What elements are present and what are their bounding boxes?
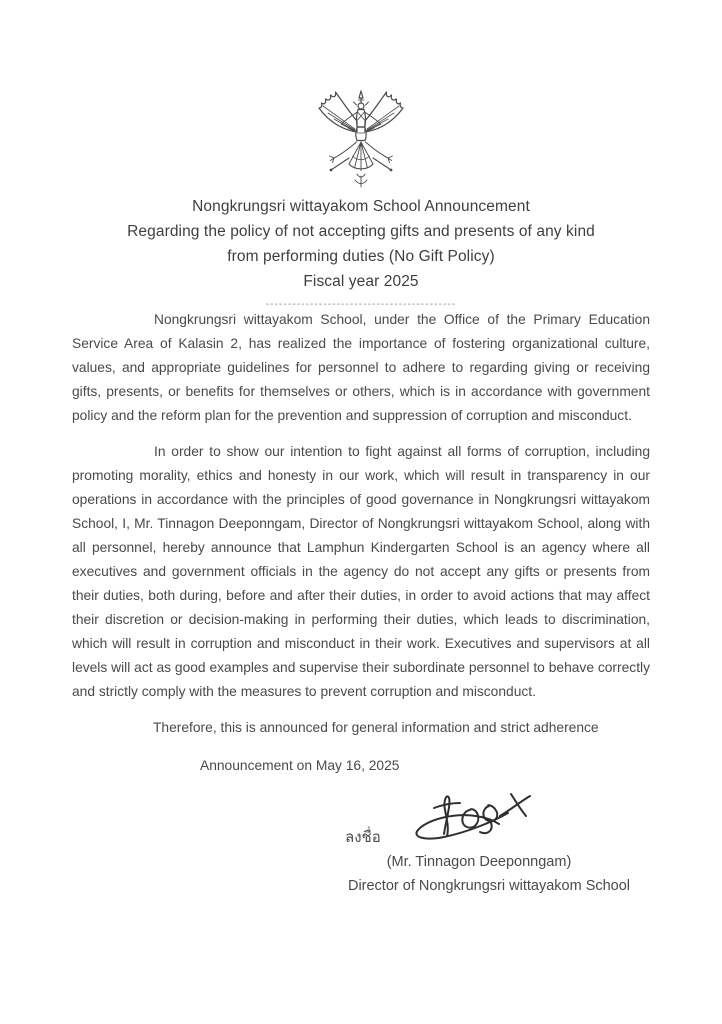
paragraph-1: Nongkrungsri wittayakom School, under the Office of the Primary Education Service Area of Kalasin 2, has realized the importance of fostering organizational culture, values, and appropriate guidelines for personnel to adhere to regarding giving or receiving gifts, presents, or benefits for themselves or others, which is in accordance with government policy and the reform plan for the prevention and suppression of corruption and misconduct. bbox=[72, 312, 650, 423]
paragraph-2: In order to show our intention to fight against all forms of corruption, including promoting morality, ethics and honesty in our work, which will result in transparency in our operations in accordance with the principles of good governance in Nongkrungsri wittayakom School, I, Mr. Tinnagon Deeponngam, Director of Nongkrungsri wittayakom School, along with all personnel, hereby announce that Lamphun Kindergarten School is an agency where all executives and government officials in the agency do not accept any gifts or presents from their duties, both during, before and after their duties, in order to avoid actions that may affect their discretion or decision-making in performing their duties, which leads to discrimination, which will result in corruption and misconduct in their work. Executives and supervisors at all levels will act as good examples and supervise their subordinate personnel to behave correctly and strictly comply with the measures to prevent corruption and misconduct. bbox=[72, 444, 650, 699]
sign-here-label: ลงชื่อ bbox=[345, 829, 381, 846]
document-subtitle-line-1: Regarding the policy of not accepting gifts and presents of any kind bbox=[127, 223, 595, 240]
document-subtitle-line-2: from performing duties (No Gift Policy) bbox=[227, 248, 495, 265]
announcement-date-line: Announcement on May 16, 2025 bbox=[200, 758, 400, 773]
dashed-divider: ------------------------------------------- bbox=[265, 299, 457, 310]
signature-block bbox=[72, 786, 650, 916]
handwritten-signature-icon bbox=[404, 788, 534, 846]
signer-name: (Mr. Tinnagon Deeponngam) bbox=[386, 854, 572, 870]
closing-line: Therefore, this is announced for general information and strict adherence bbox=[153, 720, 599, 735]
document-title: Nongkrungsri wittayakom School Announcement bbox=[192, 198, 530, 215]
fiscal-year-line: Fiscal year 2025 bbox=[303, 273, 419, 290]
document-body bbox=[72, 308, 650, 916]
signer-title: Director of Nongkrungsri wittayakom School bbox=[347, 878, 631, 894]
garuda-emblem-icon bbox=[308, 90, 414, 192]
title-block bbox=[0, 194, 722, 311]
